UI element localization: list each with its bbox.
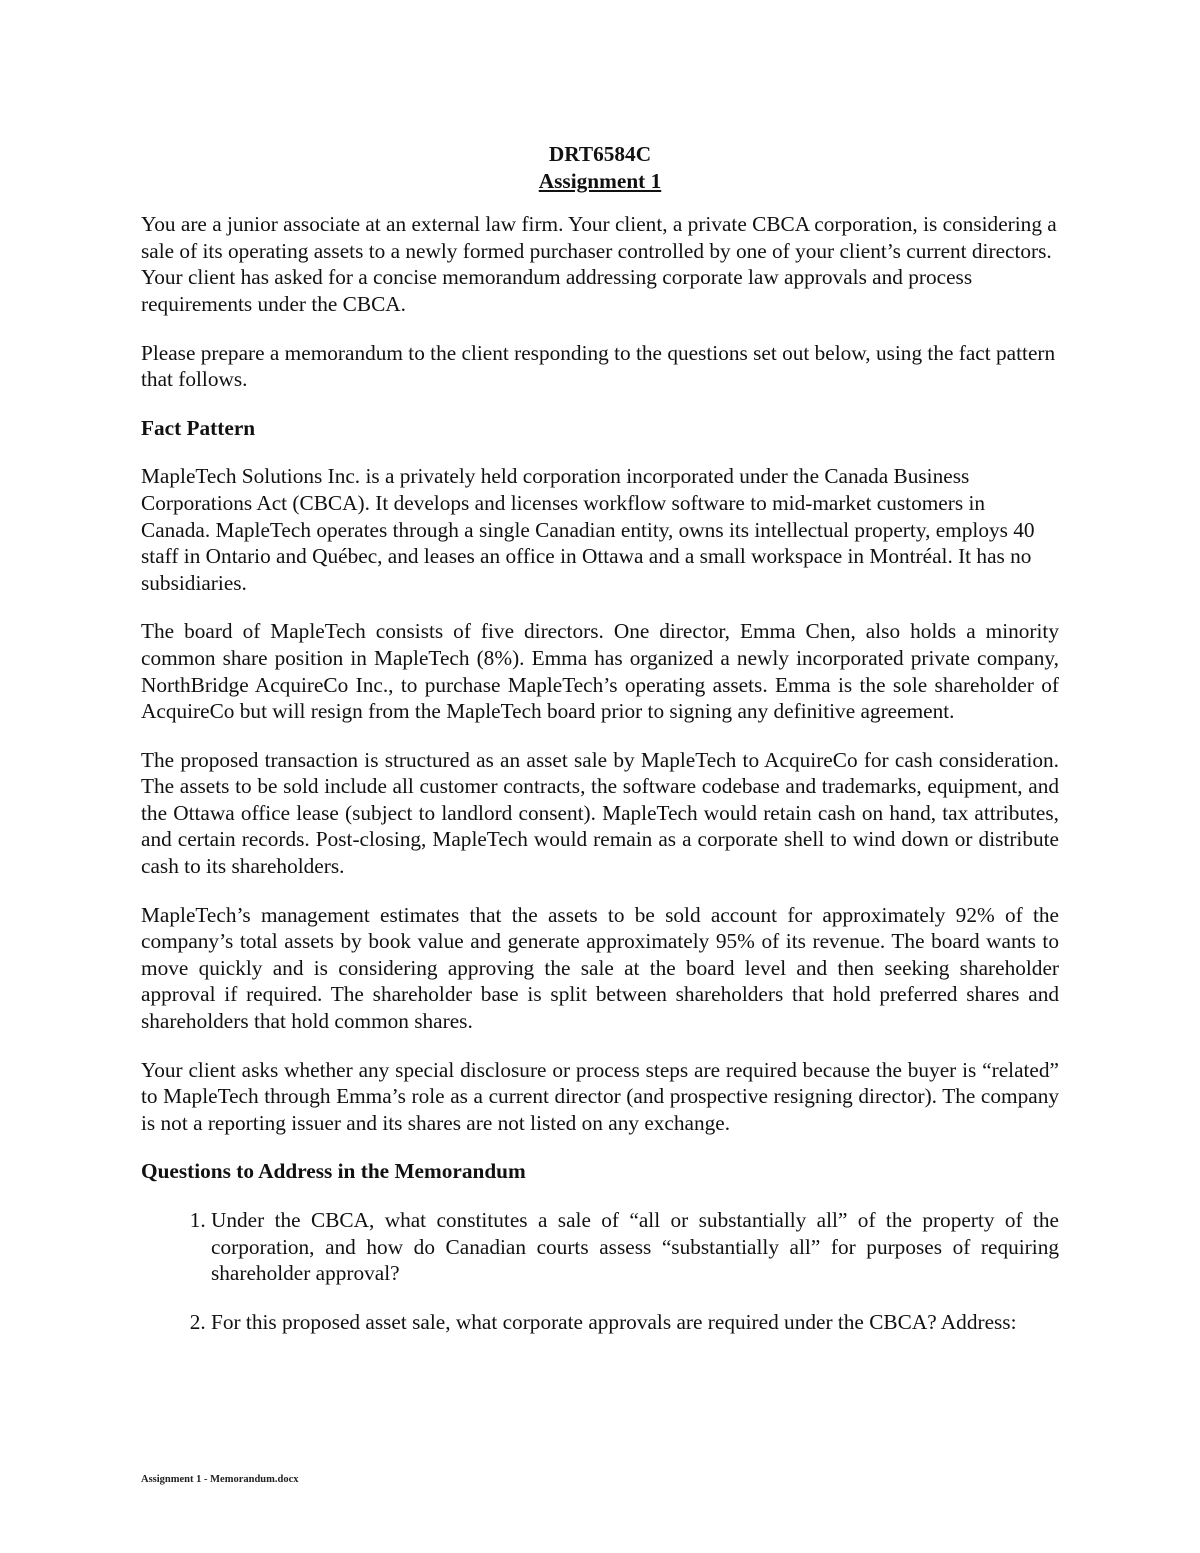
fact-paragraph-2: The board of MapleTech consists of five directors. One director, Emma Chen, also holds a minority common share position in MapleTech (8%). Emma has organized a newly incorporated private company, NorthBridge AcquireCo Inc., to purchase MapleTech’s operating assets. Emma is the sole shareholder of AcquireCo but will resign from the MapleTech board prior to signing any definitive agreement. [141,619,1059,724]
footer-filename: Assignment 1 - Memorandum.docx [141,1474,299,1485]
course-code: DRT6584C [548,142,652,166]
question-text-2: For this proposed asset sale, what corporate approvals are required under the CBCA? Address: [211,1309,1017,1334]
assignment-title: Assignment 1 [538,168,662,193]
question-text-1: Under the CBCA, what constitutes a sale of “all or substantially all” of the property of the corporation, and how do Canadian courts assess “substantially all” for purposes of requiring shareholder approval? [211,1208,1059,1286]
title-block [141,141,1059,194]
fact-paragraph-4: MapleTech’s management estimates that the assets to be sold account for approximately 92% of the company’s total assets by book value and generate approximately 95% of its revenue. The board wants to move quickly and is considering approving the sale at the board level and then seeking shareholder approval if required. The shareholder base is split between shareholders that hold preferred shares and shareholders that hold common shares. [141,902,1059,1034]
intro-paragraph-1: You are a junior associate at an external law firm. Your client, a private CBCA corporation, is considering a sale of its operating assets to a newly formed purchaser controlled by one of your client’s current directors. Your client has asked for a concise memorandum addressing corporate law approvals and process requirements under the CBCA. [141,212,1057,316]
fact-paragraph-3: The proposed transaction is structured as an asset sale by MapleTech to AcquireCo for cash consideration. The assets to be sold include all customer contracts, the software codebase and trademarks, equipment, and the Ottawa office lease (subject to landlord consent). MapleTech would retain cash on hand, tax attributes, and certain records. Post-closing, MapleTech would remain as a corporate shell to wind down or distribute cash to its shareholders. [141,747,1059,879]
question-item-2 [211,1309,1059,1336]
document-body [141,141,1059,1357]
fact-pattern-heading: Fact Pattern [141,415,256,440]
questions-heading: Questions to Address in the Memorandum [141,1159,526,1184]
intro-paragraph-2: Please prepare a memorandum to the client responding to the questions set out below, using the fact pattern that follows. [141,340,1056,392]
fact-paragraph-1: MapleTech Solutions Inc. is a privately held corporation incorporated under the Canada Business Corporations Act (CBCA). It develops and licenses workflow software to mid-market customers in Canada. MapleTech operates through a single Canadian entity, owns its intellectual property, employs 40 staff in Ontario and Québec, and leases an office in Ottawa and a small workspace in Montréal. It has no subsidiaries. [141,464,1035,595]
question-item-1 [211,1207,1059,1287]
questions-list [141,1207,1059,1335]
fact-paragraph-5: Your client asks whether any special disclosure or process steps are required because the buyer is “related” to MapleTech through Emma’s role as a current director (and prospective resigning director). The company is not a reporting issuer and its shares are not listed on any exchange. [141,1057,1059,1135]
